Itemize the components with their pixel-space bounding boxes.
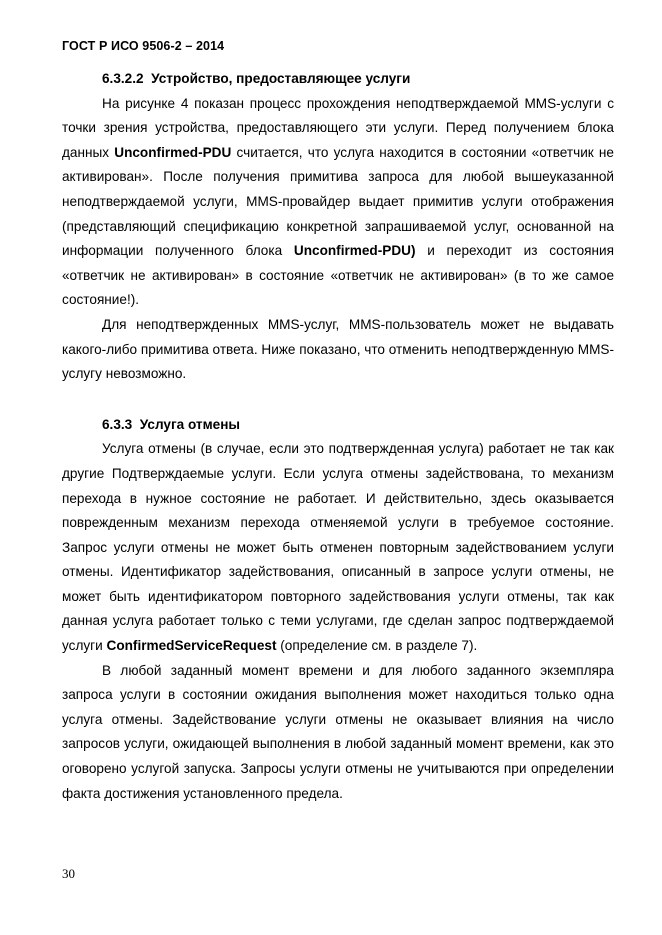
- paragraph-6-3-2-2-1: На рисунке 4 показан процесс прохождения неподтверждаемой MMS-услуги с точки зрения устройства, предоставляющего эти услуги. Перед получением блока данных Unconfirmed-PDU считается, что услуга находится в состоянии «ответчик не активирован». После получения примитива запроса для любой вышеуказанной неподтверждаемой услуги, MMS-провайдер выдает примитив услуги отображения (представляющий спецификацию конкретной запрашиваемой услуг, основанной на информации полученного блока Unconfirmed-PDU) и переходит из состояния «ответчик не активирован» в состояние «ответчик не активирован» (в то же самое состояние!).: [62, 95, 614, 308]
- section-title: Устройство, предоставляющее услуги: [151, 71, 411, 86]
- section-heading-6-3-2-2: [62, 67, 614, 92]
- section-number: 6.3.3: [102, 416, 133, 432]
- section-title: Услуга отмены: [139, 416, 241, 432]
- document-header: [62, 39, 224, 53]
- term-confirmed-service-request: ConfirmedServiceRequest: [106, 638, 277, 654]
- document-id: ГОСТ Р ИСО 9506-2 – 2014: [62, 39, 225, 53]
- page-content: [62, 67, 614, 806]
- page-number: 30: [62, 866, 75, 881]
- paragraph-6-3-2-2-2: Для неподтвержденных MMS-услуг, MMS-пользователь может не выдавать какого-либо примитива ответа. Ниже показано, что отменить неподтвержденную MMS-услугу невозможно.: [62, 316, 614, 382]
- paragraph-6-3-3-1: Услуга отмены (в случае, если это подтвержденная услуга) работает не так как другие Подтверждаемые услуги. Если услуга отмены задействована, то механизм перехода в нужное состояние не работает. И действительно, здесь оказывается поврежденным механизм перехода отменяемой услуги в требуемое состояние. Запрос услуги отмены не может быть отменен повторным задействованием услуги отмены. Идентификатор задействования, описанный в запросе услуги отмены, не может быть идентификатором повторного задействования услуги отмены, так как данная услуга работает только с теми услугами, где сделан запрос подтверждаемой услуги ConfirmedServiceRequest (определение см. в разделе 7).: [62, 441, 614, 654]
- paragraph-6-3-3-2: В любой заданный момент времени и для любого заданного экземпляра запроса услуги в состоянии ожидания выполнения может находиться только одна услуга отмены. Задействование услуги отмены не оказывает влияния на число запросов услуги, ожидающей выполнения в любой заданный момент времени, как это оговорено услугой запуска. Запросы услуги отмены не учитываются при определении факта достижения установленного предела.: [62, 662, 614, 801]
- section-heading-6-3-3: [62, 413, 614, 438]
- spacer: [62, 387, 614, 413]
- term-unconfirmed-pdu: Unconfirmed-PDU): [293, 243, 416, 259]
- section-number: 6.3.2.2: [102, 71, 144, 86]
- term-unconfirmed-pdu: Unconfirmed-PDU: [114, 144, 232, 160]
